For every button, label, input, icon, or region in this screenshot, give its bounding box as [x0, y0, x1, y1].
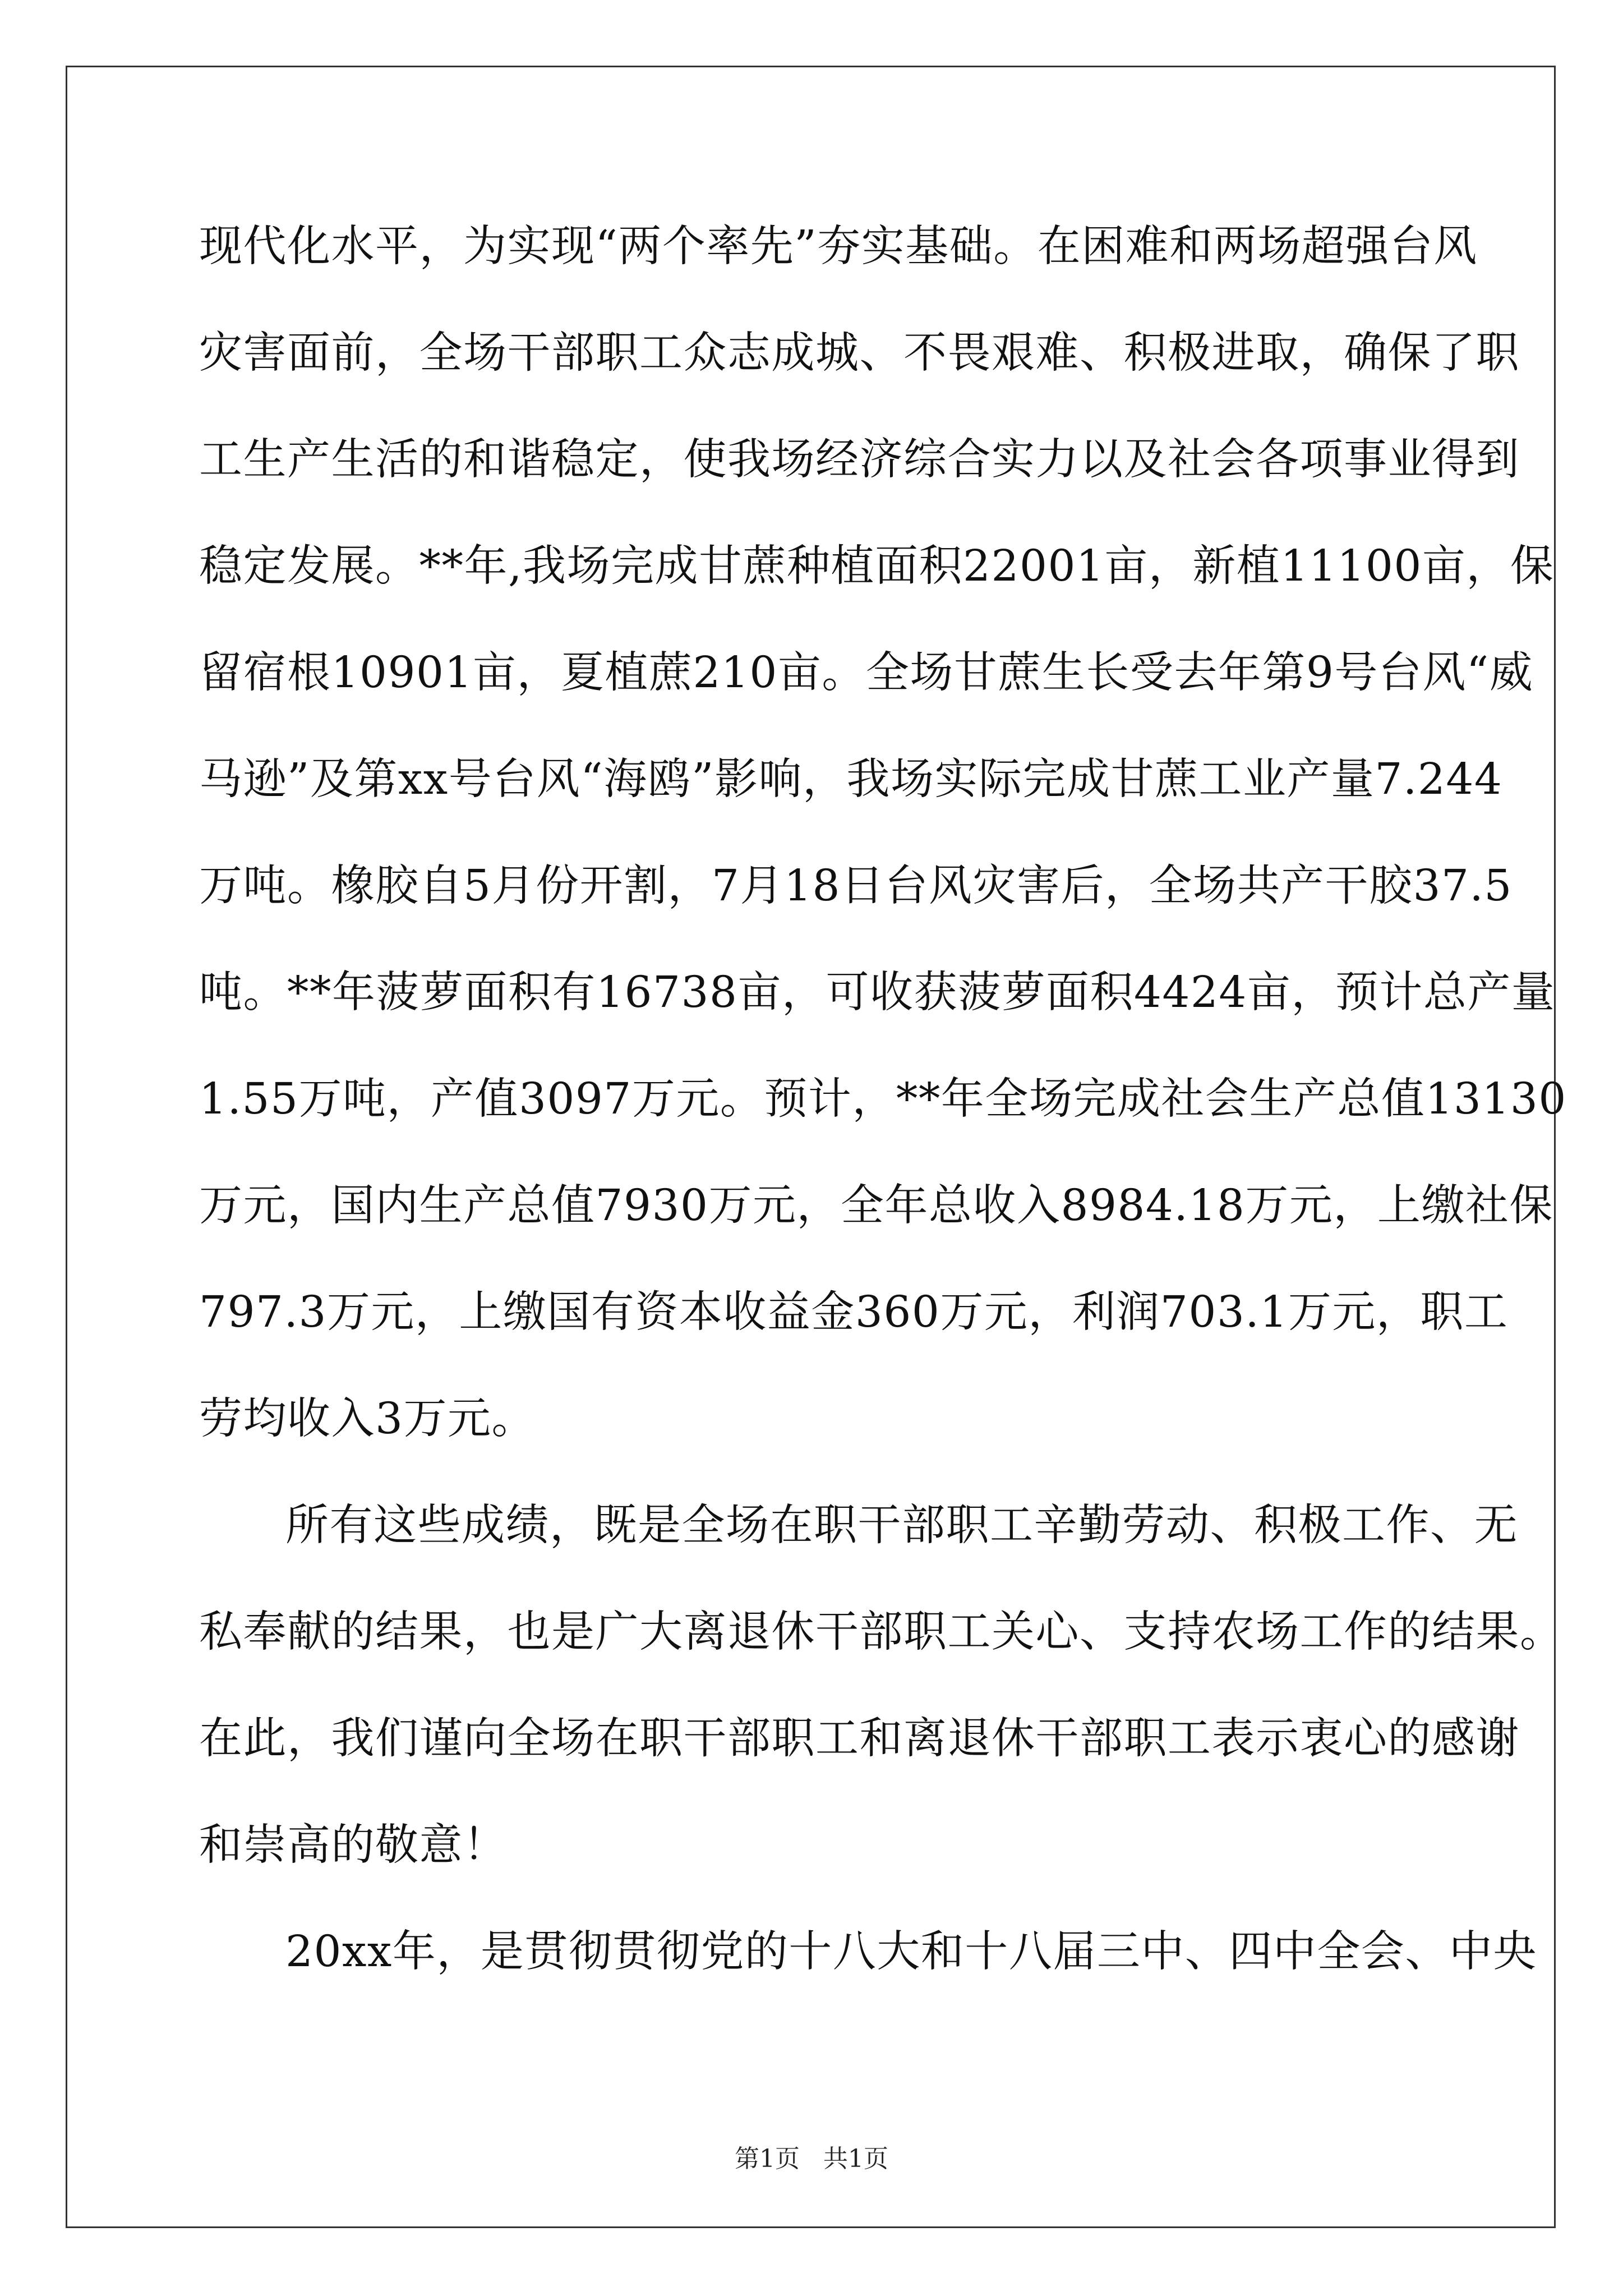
text-line: 现代化水平，为实现“两个率先”夯实基础。在困难和两场超强台风 — [199, 222, 1478, 272]
page-number-footer: 第1页 共1页 — [735, 2145, 888, 2173]
text-line: 留宿根10901亩，夏植蔗210亩。全场甘蔗生长受去年第9号台风“威 — [199, 648, 1534, 698]
document-body — [199, 194, 1567, 2005]
text-line: 万吨。橡胶自5月份开割，7月18日台风灾害后，全场共产干胶37.5 — [199, 861, 1513, 911]
paragraph-first-line: 20xx年，是贯彻贯彻党的十八大和十八届三中、四中全会、中央 — [285, 1927, 1537, 1977]
text-line: 稳定发展。**年,我场完成甘蔗种植面积22001亩，新植11100亩，保 — [199, 541, 1555, 591]
text-line: 工生产生活的和谐稳定，使我场经济综合实力以及社会各项事业得到 — [199, 435, 1520, 485]
text-line: 灾害面前，全场干部职工众志成城、不畏艰难、积极进取，确保了职 — [199, 328, 1520, 378]
text-line: 万元，国内生产总值7930万元，全年总收入8984.18万元，上缴社保 — [199, 1181, 1553, 1231]
text-line: 马逊”及第xx号台风“海鸥”影响，我场实际完成甘蔗工业产量7.244 — [199, 754, 1503, 804]
paragraph-first-line: 所有这些成绩，既是全场在职干部职工辛勤劳动、积极工作、无 — [285, 1501, 1518, 1550]
text-line: 和崇高的敬意！ — [199, 1820, 508, 1870]
text-line: 劳均收入3万元。 — [199, 1394, 536, 1444]
text-line: 私奉献的结果，也是广大离退休干部职工关心、支持农场工作的结果。 — [199, 1607, 1564, 1657]
text-line: 797.3万元，上缴国有资本收益金360万元，利润703.1万元，职工 — [199, 1287, 1509, 1337]
text-line: 吨。**年菠萝面积有16738亩，可收获菠萝面积4424亩，预计总产量 — [199, 968, 1556, 1018]
text-line: 在此，我们谨向全场在职干部职工和离退休干部职工表示衷心的感谢 — [199, 1714, 1520, 1764]
text-line: 1.55万吨，产值3097万元。预计，**年全场完成社会生产总值13130 — [199, 1074, 1567, 1124]
